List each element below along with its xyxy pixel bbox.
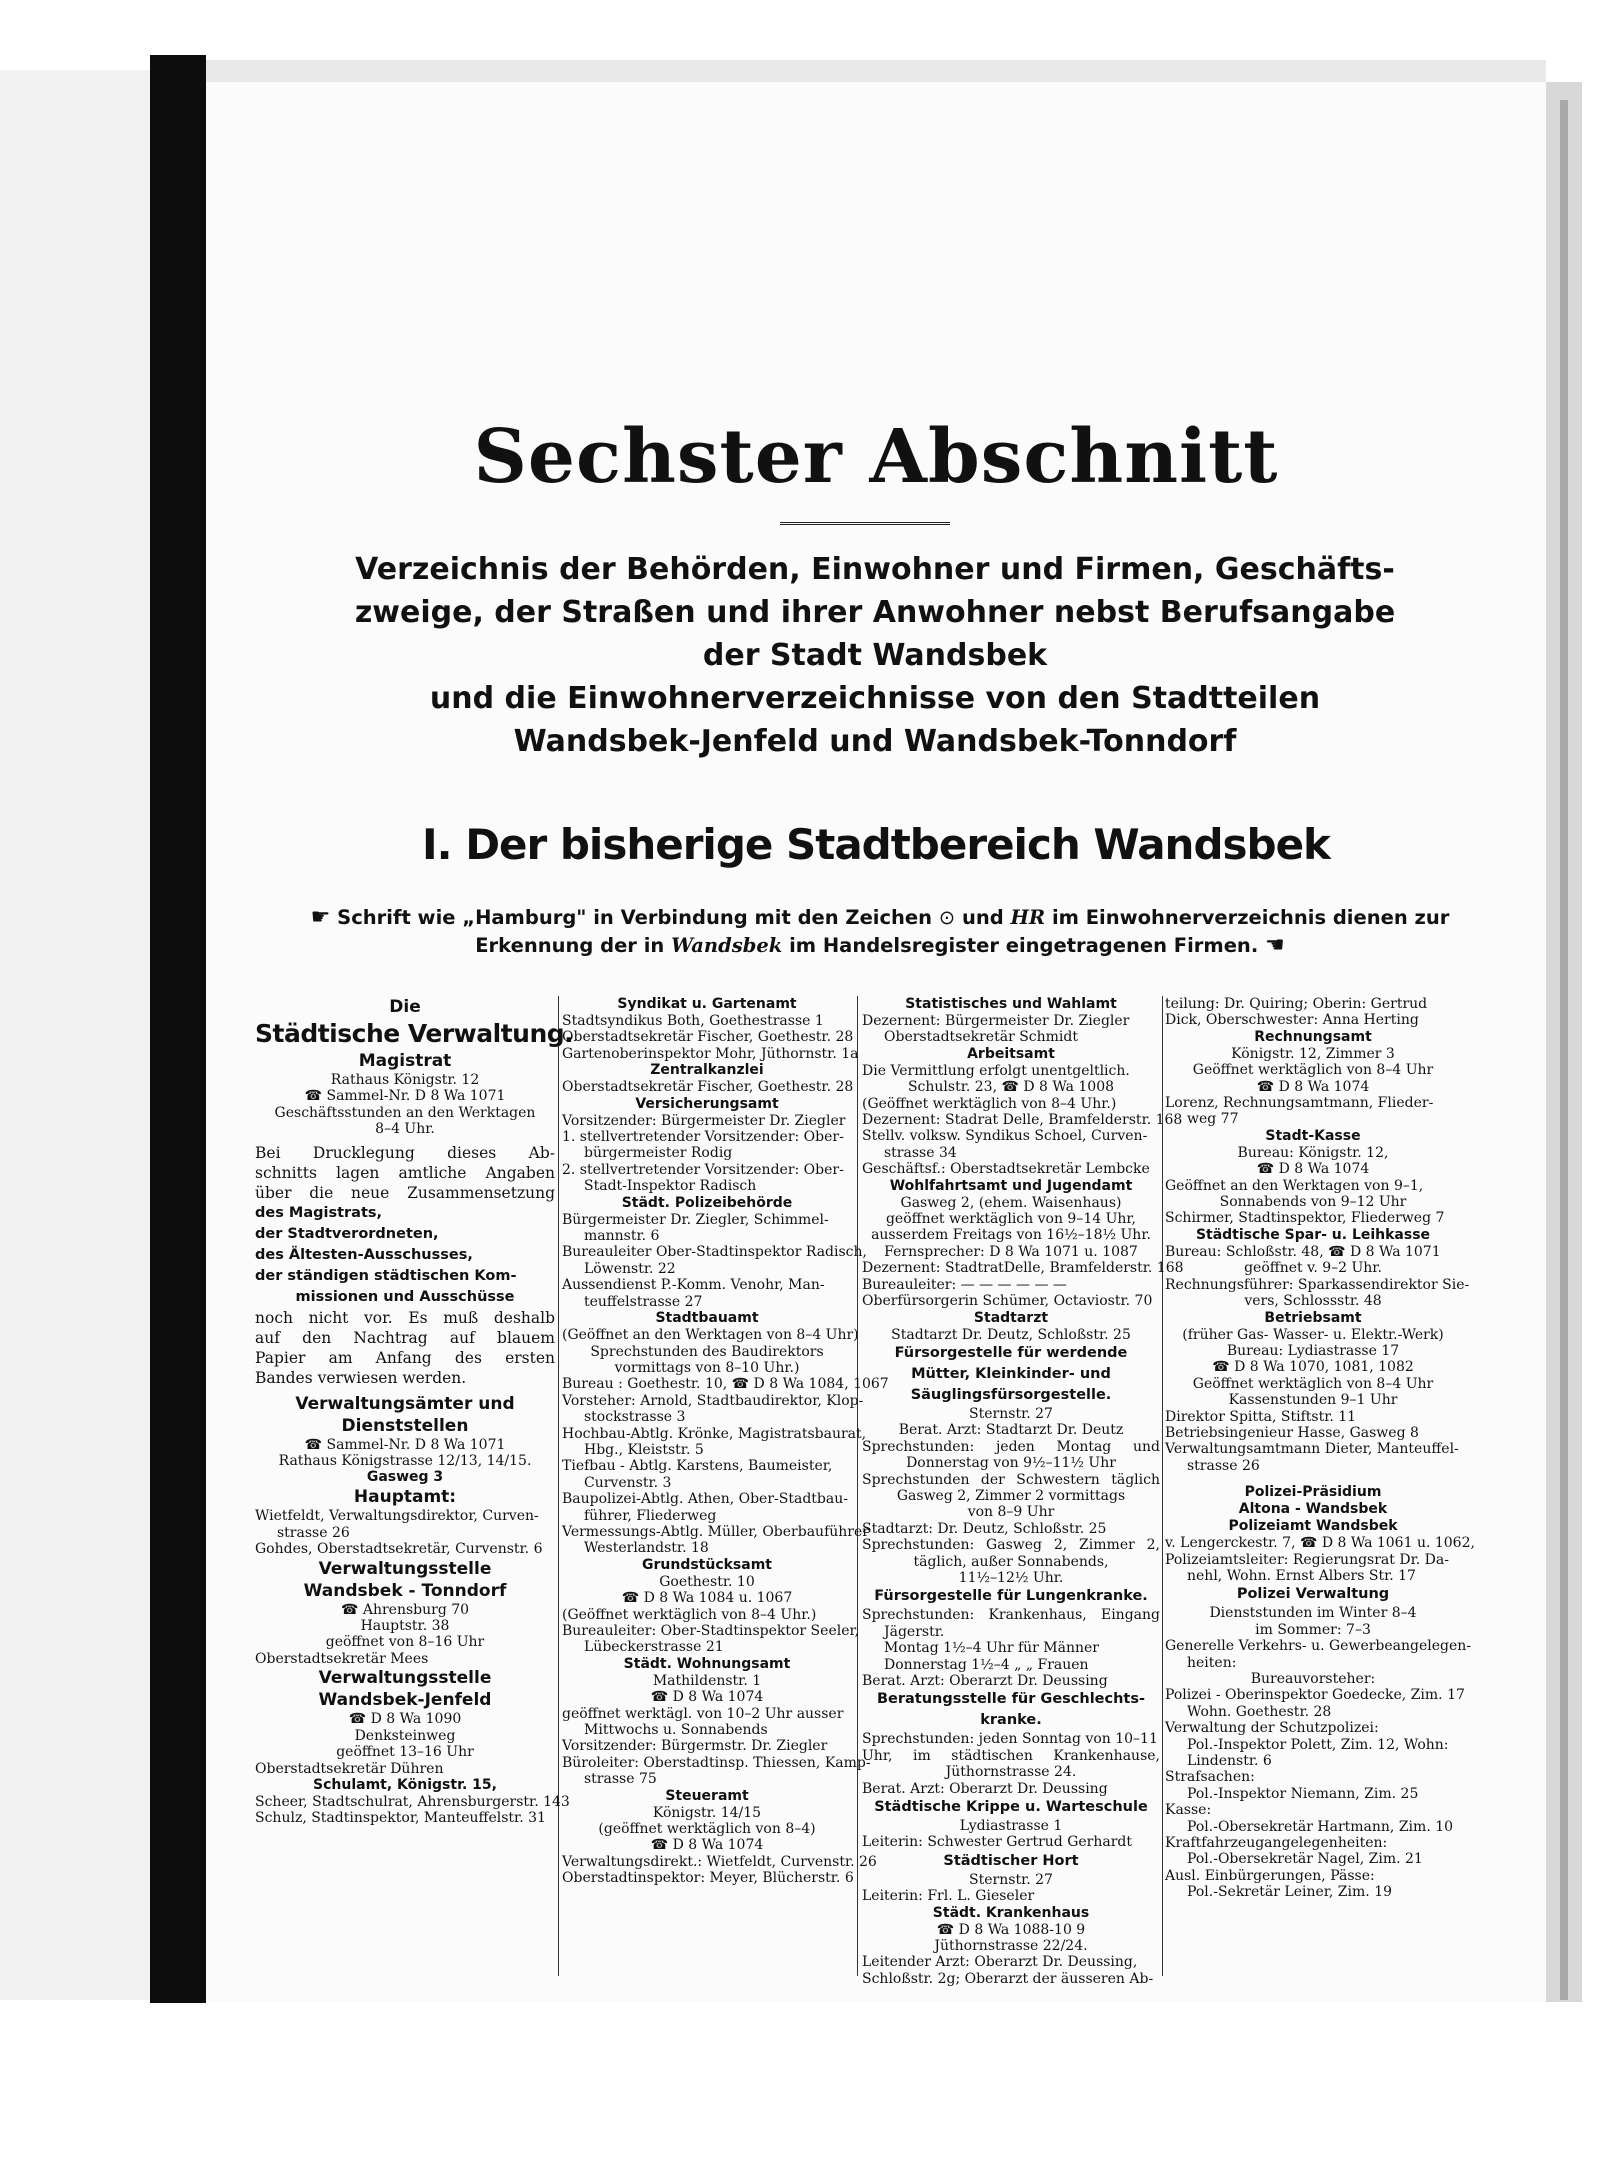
entry-line: Rathaus Königstrasse 12/13, 14/15.	[278, 1453, 532, 1470]
entry-line: (Geöffnet an den Werktagen von 8–4 Uhr)	[562, 1327, 859, 1344]
section-heading: Verwaltungsstelle	[318, 1668, 492, 1689]
entry-line: Bureauleiter: Ober-Stadtinspektor Seeler,	[562, 1623, 860, 1639]
column-rule	[558, 996, 559, 1976]
entry-line: ☎ D 8 Wa 1074	[1256, 1078, 1370, 1095]
entry-line-indent: Pol.-Obersekretär Hartmann, Zim. 10	[1187, 1818, 1454, 1835]
entry-line: ☎ Sammel-Nr. D 8 Wa 1071	[304, 1436, 506, 1453]
note-line: Bei Drucklegung dieses Ab-	[255, 1143, 555, 1162]
entry-line: Schirmer, Stadtinspektor, Fliederweg 7	[1165, 1210, 1445, 1227]
entry-line: ☎ Sammel-Nr. D 8 Wa 1071	[304, 1088, 506, 1105]
column-rule	[857, 996, 858, 1976]
subheading: Mütter, Kleinkinder- und	[911, 1365, 1111, 1382]
entry-line-indent: Lübeckerstrasse 21	[584, 1639, 724, 1656]
subheading: Polizei Verwaltung	[1236, 1586, 1390, 1603]
directory-column-4	[1165, 996, 1475, 1976]
section-heading-small: Rechnungsamt	[1254, 1028, 1372, 1045]
entry-line: Sternstr. 27	[969, 1405, 1053, 1422]
section-heading: Verwaltungsämter und	[295, 1393, 515, 1414]
entry-line: im Sommer: 7–3	[1255, 1621, 1371, 1638]
section-heading-small: Wohlfahrtsamt und Jugendamt	[889, 1177, 1133, 1194]
entry-line: Bureau: Schloßstr. 48, ☎ D 8 Wa 1071	[1165, 1243, 1441, 1260]
entry-line: 8–4 Uhr.	[375, 1121, 435, 1138]
note-line: noch nicht vor. Es muß deshalb	[255, 1308, 555, 1327]
section-heading-small: Stadtarzt	[973, 1309, 1049, 1326]
entry-line-indent: Montag 1½–4 Uhr für Männer	[884, 1640, 1099, 1657]
entry-line: ☎ D 8 Wa 1090	[348, 1711, 462, 1728]
entry-line: geöffnet von 8–16 Uhr	[325, 1634, 485, 1651]
entry-line: ☎ D 8 Wa 1084 u. 1067	[621, 1590, 793, 1607]
entry-line-indent: stockstrasse 3	[584, 1409, 686, 1426]
section-heading-small: Stadt-Kasse	[1265, 1127, 1361, 1144]
entry-line: Vorsteher: Arnold, Stadtbaudirektor, Klop-	[562, 1392, 864, 1409]
entry-line-indent: Curvenstr. 3	[584, 1474, 672, 1491]
entry-line-indent: Pol.-Inspektor Polett, Zim. 12, Wohn:	[1187, 1736, 1449, 1753]
notice-place: Wandsbek	[671, 934, 783, 957]
entry-line: Tiefbau - Abtlg. Karstens, Baumeister,	[562, 1458, 833, 1475]
entry-line: Sprechstunden: jeden Sonntag von 10–11	[862, 1731, 1158, 1748]
entry-line-indent: Oberstadtsekretär Schmidt	[884, 1029, 1078, 1046]
section-heading-small: Syndikat u. Gartenamt	[617, 996, 797, 1012]
entry-line: Oberfürsorgerin Schümer, Octaviostr. 70	[862, 1293, 1153, 1310]
directory-column-3	[862, 996, 1184, 1987]
section-heading: I. Der bisherige Stadtbereich Wandsbek	[421, 820, 1330, 869]
entry-line: 11½–12½ Uhr.	[958, 1569, 1064, 1586]
section-heading-small: Stadtbauamt	[655, 1310, 759, 1327]
entry-line: Königstr. 12, Zimmer 3	[1231, 1045, 1395, 1062]
entry-line: Sprechstunden des Baudirektors	[590, 1343, 824, 1360]
entry-line: Bureau: Königstr. 12,	[1237, 1144, 1389, 1161]
entry-line: Lydiastrasse 1	[959, 1818, 1063, 1835]
entry-line-indent: heiten:	[1187, 1654, 1237, 1671]
bottom-margin	[0, 2003, 1600, 2177]
entry-line: Kraftfahrzeugangelegenheiten:	[1165, 1835, 1388, 1852]
directory-column-2	[562, 996, 889, 1976]
notice	[300, 904, 1460, 960]
title-divider	[780, 522, 950, 525]
notice-text: Erkennung der in	[475, 934, 665, 957]
entry-line: Mathildenstr. 1	[652, 1672, 762, 1689]
entry-line: Donnerstag von 9½–11½ Uhr	[906, 1455, 1116, 1472]
entry-line: Schulstr. 23, ☎ D 8 Wa 1008	[907, 1079, 1115, 1096]
entry-line-indent: strasse 34	[884, 1144, 957, 1161]
entry-line: Polizeiamtsleiter: Regierungsrat Dr. Da-	[1165, 1551, 1449, 1568]
entry-line: Stellv. volksw. Syndikus Schoel, Curven-	[862, 1128, 1148, 1145]
entry-line: Kasse:	[1165, 1802, 1212, 1819]
entry-line: Aussendienst P.-Komm. Venohr, Man-	[562, 1277, 825, 1294]
entry-line: 2. stellvertretender Vorsitzender: Ober-	[562, 1161, 844, 1178]
entry-line-indent: Wohn. Goethestr. 28	[1187, 1703, 1332, 1720]
entry-line-indent: Westerlandstr. 18	[584, 1540, 709, 1557]
entry-line-indent: strasse 26	[277, 1524, 350, 1541]
pointing-hand-right-icon: ☛	[310, 905, 331, 930]
entry-line: Dezernent: Stadrat Delle, Bramfelderstr. 168	[862, 1112, 1183, 1129]
entry-line: Uhr, im städtischen Krankenhause,	[862, 1747, 1160, 1764]
entry-line: Oberstadtsekretär Fischer, Goethestr. 28	[562, 1079, 854, 1096]
column-title: Städtische Verwaltung.	[255, 1019, 574, 1048]
entry-line-indent: Stadt-Inspektor Radisch	[584, 1178, 757, 1195]
circle-dot-icon: ⊙	[938, 906, 956, 929]
entry-line: Stadtarzt Dr. Deutz, Schloßstr. 25	[891, 1326, 1131, 1343]
left-page-edge	[0, 70, 150, 2000]
entry-line: Gartenoberinspektor Mohr, Jüthornstr. 1a	[562, 1045, 859, 1062]
entry-line: Ausl. Einbürgerungen, Pässe:	[1165, 1867, 1375, 1884]
entry-line: ☎ D 8 Wa 1074	[650, 1689, 764, 1706]
entry-line: Dick, Oberschwester: Anna Herting	[1165, 1012, 1419, 1029]
section-heading-small: Städt. Wohnungsamt	[623, 1655, 791, 1672]
entry-line: Geschäftsf.: Oberstadtsekretär Lembcke	[862, 1161, 1150, 1178]
entry-line: teilung: Dr. Quiring; Oberin: Gertrud	[1165, 996, 1428, 1012]
entry-line: (Geöffnet werktäglich von 8–4 Uhr.)	[862, 1095, 1117, 1112]
entry-line: Vorsitzender: Bürgermstr. Dr. Ziegler	[562, 1738, 828, 1755]
section-heading-small: Schulamt, Königstr. 15,	[313, 1776, 497, 1793]
entry-line: täglich, außer Sonnabends,	[913, 1553, 1109, 1570]
subtitle	[230, 548, 1520, 763]
entry-line: Sprechstunden: Gasweg 2, Zimmer 2,	[862, 1537, 1160, 1554]
entry-line: Kassenstunden 9–1 Uhr	[1228, 1392, 1398, 1409]
entry-line: Oberstadtsekretär Mees	[255, 1650, 429, 1667]
directory-column-1	[255, 996, 574, 1976]
note-line: auf den Nachtrag auf blauem	[255, 1328, 555, 1347]
entry-line-indent: Pol.-Sekretär Leiner, Zim. 19	[1187, 1884, 1393, 1901]
entry-line: (Geöffnet werktäglich von 8–4 Uhr.)	[562, 1606, 817, 1623]
entry-line-indent: nehl, Wohn. Ernst Albers Str. 17	[1187, 1567, 1416, 1584]
entry-line: Dienststunden im Winter 8–4	[1209, 1605, 1417, 1622]
entry-line: ☎ D 8 Wa 1074	[1256, 1161, 1370, 1178]
entry-line: Oberstadtinspektor: Meyer, Blücherstr. 6	[562, 1870, 854, 1887]
entry-line: Dezernent: Bürgermeister Dr. Ziegler	[862, 1013, 1130, 1029]
section-heading-small: Statistisches und Wahlamt	[905, 996, 1117, 1012]
entry-line: Königstr. 14/15	[652, 1804, 762, 1821]
entry-line: Lorenz, Rechnungsamtmann, Flieder-	[1165, 1095, 1434, 1112]
entry-line-indent: strasse 26	[1187, 1457, 1260, 1474]
subheading: kranke.	[980, 1712, 1042, 1729]
entry-line: geöffnet werktäglich von 9–14 Uhr,	[885, 1211, 1137, 1228]
entry-line: Vermessungs-Abtlg. Müller, Oberbauführer	[562, 1523, 869, 1540]
entry-line: Bureauvorsteher:	[1250, 1671, 1376, 1687]
section-heading-small: Städt. Polizeibehörde	[621, 1194, 793, 1211]
subheading: Säuglingsfürsorgestelle.	[910, 1386, 1112, 1403]
entry-line: ☎ Ahrensburg 70	[340, 1601, 470, 1618]
entry-line: Gasweg 2, (ehem. Waisenhaus)	[900, 1194, 1122, 1211]
entry-line: Hauptstr. 38	[360, 1618, 450, 1635]
section-heading-small: Polizei-Präsidium	[1244, 1484, 1382, 1501]
entry-line: geöffnet werktägl. von 10–2 Uhr ausser	[562, 1705, 844, 1722]
entry-line: ausserdem Freitags von 16½–18½ Uhr.	[871, 1227, 1151, 1244]
note-bold-line: der Stadtverordneten,	[255, 1225, 439, 1242]
notice-text: im Handelsregister eingetragenen Firmen.	[789, 934, 1259, 957]
section-heading: Verwaltungsstelle	[318, 1558, 492, 1579]
entry-line-indent: Mittwochs u. Sonnabends	[584, 1722, 768, 1739]
entry-line: Betriebsingenieur Hasse, Gasweg 8	[1165, 1424, 1419, 1441]
subheading: Fürsorgestelle für Lungenkranke.	[874, 1588, 1148, 1605]
section-heading: Die	[389, 997, 421, 1017]
note-bold-line: missionen und Ausschüsse	[295, 1288, 515, 1305]
page-title: Sechster Abschnitt	[473, 414, 1279, 500]
entry-line-indent: führer, Fliederweg	[584, 1507, 717, 1524]
entry-line: Polizei - Oberinspektor Goedecke, Zim. 17	[1165, 1687, 1465, 1704]
section-heading-small: Gasweg 3	[366, 1469, 444, 1486]
entry-line: Schulz, Stadtinspektor, Manteuffelstr. 31	[255, 1810, 546, 1827]
entry-line: Bureauleiter Ober-Stadtinspektor Radisch,	[562, 1244, 867, 1261]
entry-line: Geöffnet werktäglich von 8–4 Uhr	[1192, 1062, 1434, 1079]
entry-line: vers, Schlossstr. 48	[1244, 1293, 1382, 1310]
entry-line: Verwaltung der Schutzpolizei:	[1165, 1720, 1379, 1737]
section-heading-small: Betriebsamt	[1264, 1309, 1362, 1326]
entry-line: Stadtsyndikus Both, Goethestrasse 1	[562, 1013, 824, 1029]
entry-line: Dezernent: StadtratDelle, Bramfelderstr. 168	[862, 1260, 1184, 1277]
entry-line: Sprechstunden: jeden Montag und	[862, 1438, 1160, 1455]
section-heading-small: Versicherungsamt	[635, 1095, 779, 1112]
entry-line: Berat. Arzt: Oberarzt Dr. Deussing	[862, 1780, 1108, 1797]
entry-line: Baupolizei-Abtlg. Athen, Ober-Stadtbau-	[562, 1491, 848, 1508]
entry-line: Jüthornstrasse 22/24.	[934, 1938, 1088, 1955]
note-bold-line: des Magistrats,	[255, 1204, 383, 1221]
entry-line: Fernsprecher: D 8 Wa 1071 u. 1087	[884, 1243, 1138, 1260]
entry-line: Verwaltungsamtmann Dieter, Manteuffel-	[1165, 1441, 1459, 1458]
entry-line: geöffnet v. 9–2 Uhr.	[1244, 1260, 1382, 1277]
entry-line: Hochbau-Abtlg. Krönke, Magistratsbaurat,	[562, 1425, 867, 1442]
subheading: Fürsorgestelle für werdende	[894, 1344, 1128, 1361]
entry-line: Direktor Spitta, Stiftstr. 11	[1165, 1408, 1357, 1425]
subheading: Städtischer Hort	[943, 1852, 1079, 1869]
section-heading: Magistrat	[358, 1051, 452, 1071]
section-heading-small: Zentralkanzlei	[650, 1062, 764, 1079]
entry-line: Berat. Arzt: Stadtarzt Dr. Deutz	[898, 1422, 1124, 1439]
entry-line: (geöffnet werktäglich von 8–4)	[598, 1821, 816, 1838]
entry-line: Sprechstunden der Schwestern täglich	[862, 1471, 1160, 1488]
entry-line: Sternstr. 27	[969, 1871, 1053, 1888]
entry-line: Geschäftsstunden an den Werktagen	[274, 1104, 536, 1121]
subheading: Beratungsstelle für Geschlechts-	[876, 1691, 1146, 1708]
entry-line: Sonnabends von 9–12 Uhr	[1219, 1194, 1407, 1211]
entry-line: Leiterin: Frl. L. Gieseler	[862, 1888, 1035, 1905]
entry-line: Rathaus Königstr. 12	[330, 1072, 480, 1088]
entry-line: v. Lengerckestr. 7, ☎ D 8 Wa 1061 u. 1062,	[1165, 1535, 1475, 1552]
note-line: über die neue Zusammensetzung	[255, 1183, 555, 1202]
entry-line: Rechnungsführer: Sparkassendirektor Sie-	[1165, 1276, 1470, 1293]
entry-line-indent: weg 77	[1187, 1111, 1239, 1128]
entry-line: Oberstadtsekretär Fischer, Goethestr. 28	[562, 1029, 854, 1046]
section-heading-small: Altona - Wandsbek	[1238, 1501, 1388, 1518]
subtitle-line: der Stadt Wandsbek	[702, 638, 1048, 673]
entry-line: Bureau : Goethestr. 10, ☎ D 8 Wa 1084, 1067	[562, 1376, 889, 1393]
section-heading: Wandsbek - Tonndorf	[303, 1580, 507, 1601]
column-rule	[1162, 996, 1163, 1976]
entry-line: (früher Gas- Wasser- u. Elektr.-Werk)	[1182, 1326, 1444, 1343]
entry-line: Sprechstunden: Krankenhaus, Eingang	[862, 1607, 1160, 1624]
subtitle-line: und die Einwohnerverzeichnisse von den Stadtteilen	[429, 681, 1321, 716]
entry-line: ☎ D 8 Wa 1074	[650, 1837, 764, 1854]
section-heading-small: Steueramt	[665, 1787, 749, 1804]
subtitle-line: zweige, der Straßen und ihrer Anwohner nebst Berufsangabe	[354, 595, 1396, 630]
entry-line: Verwaltungsdirekt.: Wietfeldt, Curvenstr. 26	[562, 1853, 877, 1870]
entry-line: Geöffnet an den Werktagen von 9–1,	[1165, 1177, 1424, 1194]
entry-line: Gasweg 2, Zimmer 2 vormittags	[896, 1487, 1126, 1504]
section-heading-small: Städtische Spar- u. Leihkasse	[1195, 1226, 1431, 1243]
notice-text: Schrift wie „Hamburg" in Verbindung mit den Zeichen	[337, 906, 933, 929]
subheading: Städtische Krippe u. Warteschule	[874, 1799, 1148, 1816]
entry-line: Leitender Arzt: Oberarzt Dr. Deussing,	[862, 1954, 1138, 1971]
section-heading-small: Städt. Krankenhaus	[932, 1904, 1090, 1921]
entry-line: ☎ D 8 Wa 1088-10 9	[936, 1921, 1086, 1938]
entry-line: Wietfeldt, Verwaltungsdirektor, Curven-	[255, 1508, 539, 1525]
entry-line: Bureau: Lydiastrasse 17	[1226, 1342, 1400, 1359]
entry-line: Bürgermeister Dr. Ziegler, Schimmel-	[562, 1211, 829, 1228]
entry-line: Stadtarzt: Dr. Deutz, Schloßstr. 25	[862, 1520, 1107, 1537]
section-heading: Dienststellen	[341, 1415, 469, 1436]
entry-line-indent: Pol.-Obersekretär Nagel, Zim. 21	[1187, 1851, 1423, 1868]
entry-line: Goethestr. 10	[659, 1573, 755, 1590]
entry-line: 1. stellvertretender Vorsitzender: Ober-	[562, 1129, 844, 1146]
pointing-hand-left-icon: ☚	[1265, 933, 1285, 958]
entry-line: ☎ D 8 Wa 1070, 1081, 1082	[1212, 1359, 1414, 1376]
page-top-edge	[206, 60, 1546, 82]
entry-line: Bureauleiter: — — — — — —	[862, 1276, 1067, 1293]
entry-line-indent: strasse 75	[584, 1771, 657, 1788]
entry-line: Schloßstr. 2g; Oberarzt der äusseren Ab-	[862, 1970, 1154, 1987]
entry-line: Berat. Arzt: Oberarzt Dr. Deussing	[862, 1673, 1108, 1689]
entry-line: Die Vermittlung erfolgt unentgeltlich.	[862, 1062, 1130, 1079]
notice-text: im Einwohnerverzeichnis dienen zur	[1051, 906, 1450, 929]
entry-line-indent: Löwenstr. 22	[584, 1260, 676, 1277]
entry-line-indent: Hbg., Kleiststr. 5	[584, 1441, 704, 1458]
note-line: Bandes verwiesen werden.	[255, 1368, 467, 1387]
entry-line: Büroleiter: Oberstadtinsp. Thiessen, Kamp-	[562, 1754, 871, 1771]
entry-line: Denksteinweg	[354, 1727, 456, 1744]
entry-line-indent: mannstr. 6	[584, 1228, 660, 1245]
entry-line-indent: Pol.-Inspektor Niemann, Zim. 25	[1187, 1785, 1419, 1802]
entry-line: Gohdes, Oberstadtsekretär, Curvenstr. 6	[255, 1541, 543, 1558]
notice-line-1	[300, 904, 1460, 932]
section-heading: Hauptamt:	[353, 1487, 457, 1508]
entry-line: von 8–9 Uhr	[967, 1504, 1055, 1521]
right-page-edge-shadow	[1560, 100, 1568, 2000]
section-heading: Wandsbek-Jenfeld	[318, 1690, 492, 1711]
note-line: schnitts lagen amtliche Angaben	[255, 1163, 555, 1182]
entry-line: Vorsitzender: Bürgermeister Dr. Ziegler	[562, 1112, 846, 1129]
notice-line-2	[300, 932, 1460, 960]
entry-line: Scheer, Stadtschulrat, Ahrensburgerstr. 143	[255, 1793, 570, 1810]
subtitle-line: Verzeichnis der Behörden, Einwohner und Firmen, Geschäfts-	[355, 552, 1395, 587]
subtitle-line: Wandsbek-Jenfeld und Wandsbek-Tonndorf	[513, 724, 1237, 759]
section-heading-small: Grundstücksamt	[641, 1556, 772, 1573]
entry-line-indent: Lindenstr. 6	[1187, 1753, 1272, 1770]
book-spine	[150, 55, 206, 2003]
note-line: Papier am Anfang des ersten	[255, 1348, 555, 1367]
notice-text: und	[961, 906, 1004, 929]
entry-line: Leiterin: Schwester Gertrud Gerhardt	[862, 1834, 1132, 1851]
entry-line-indent: teuffelstrasse 27	[584, 1293, 703, 1310]
note-bold-line: der ständigen städtischen Kom-	[255, 1267, 517, 1284]
entry-line: Oberstadtsekretär Dühren	[255, 1760, 444, 1777]
note-bold-line: des Ältesten-Ausschusses,	[255, 1246, 473, 1263]
hr-symbol: HR	[1010, 906, 1046, 929]
entry-line: Jüthornstrasse 24.	[945, 1764, 1077, 1781]
entry-line: Generelle Verkehrs- u. Gewerbeangelegen-	[1165, 1638, 1472, 1655]
entry-line: vormittags von 8–10 Uhr.)	[614, 1359, 800, 1376]
entry-line-indent: Jägerstr.	[884, 1623, 945, 1640]
section-heading-small: Arbeitsamt	[967, 1045, 1055, 1062]
entry-line: Geöffnet werktäglich von 8–4 Uhr	[1192, 1375, 1434, 1392]
entry-line-indent: bürgermeister Rodig	[584, 1145, 733, 1162]
section-heading-small: Polizeiamt Wandsbek	[1228, 1518, 1398, 1535]
entry-line-indent: Donnerstag 1½–4 „ „ Frauen	[884, 1656, 1089, 1673]
entry-line: geöffnet 13–16 Uhr	[336, 1744, 474, 1761]
entry-line: Strafsachen:	[1165, 1769, 1255, 1786]
